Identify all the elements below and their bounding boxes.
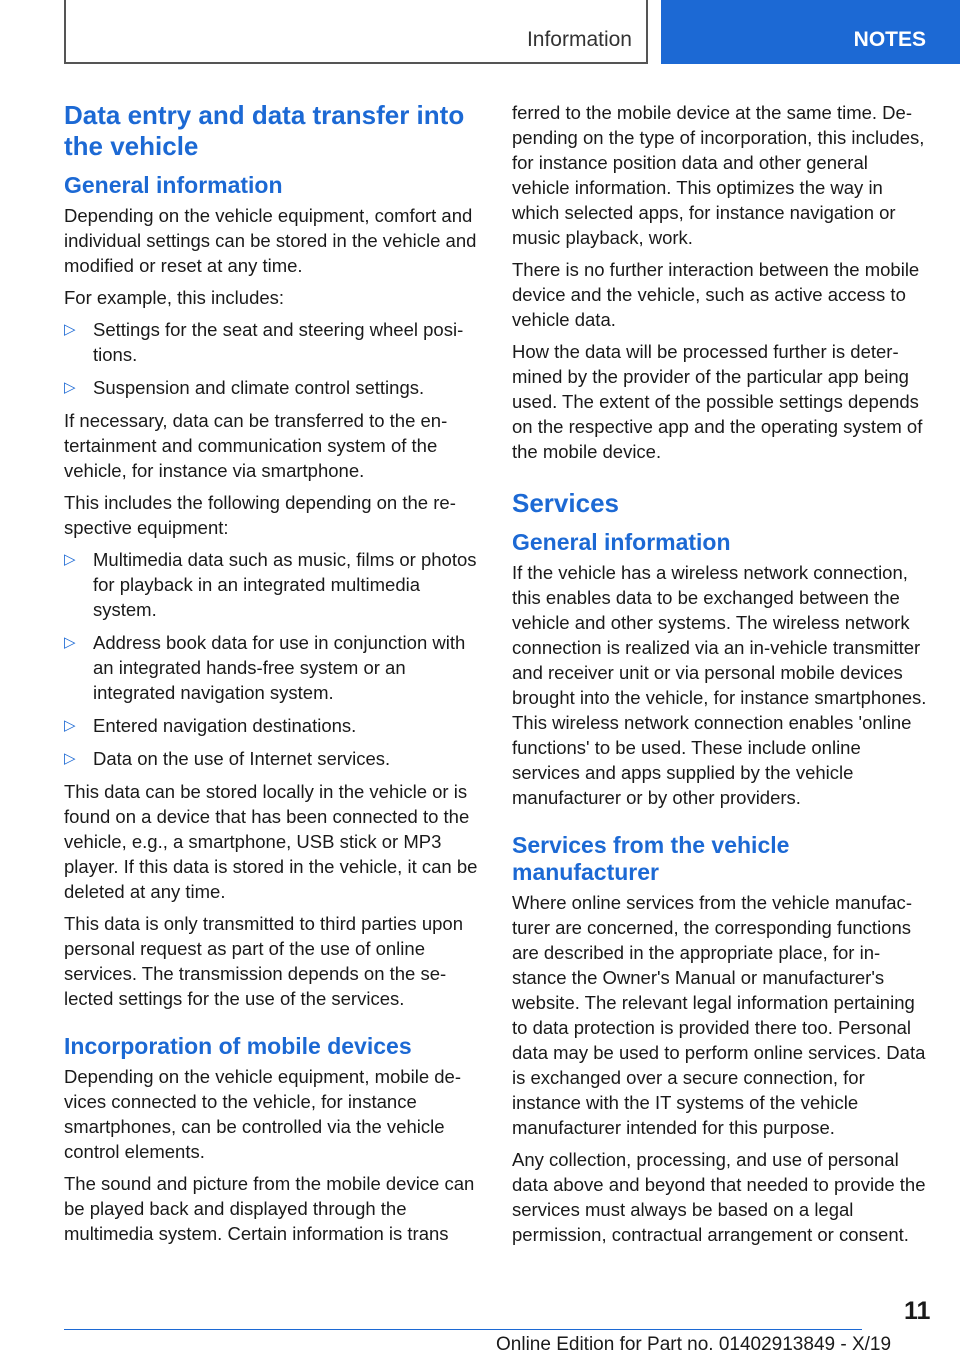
- paragraph: This data is only transmitted to third parties upon personal request as part of the use of online services. The transmission depends on the selected settings for the use of the services.: [64, 913, 463, 1009]
- list-item: [64, 630, 480, 705]
- right-column: [512, 100, 928, 1254]
- triangle-right-outline-icon: ▷: [64, 634, 76, 651]
- bullet-list: [64, 317, 480, 400]
- paragraph: Where online services from the vehicle manufacturer are concerned, the corresponding functions are described in the appropriate place, for instance the Owner's Manual or manufacturer's website. The relevant legal information pertaining to data protection is provided there too. Personal data may be used to perform online services. Data is exchanged over a secure connection, for instance with the IT systems of the vehicle manufacturer intended for this purpose.: [512, 892, 926, 1138]
- header-notes-tab[interactable]: NOTES: [661, 0, 960, 64]
- section-heading-general-information: General information: [512, 529, 731, 555]
- list-item-text: Multimedia data such as music, films or photos for playback in an integrated multimedia system.: [93, 549, 477, 620]
- list-item-text: Suspension and climate control settings.: [93, 377, 425, 398]
- list-item: [64, 317, 480, 367]
- paragraph: ferred to the mobile device at the same time. Depending on the type of incorporation, this includes, for instance position data and other general vehicle information. This optimizes the way in which selected apps, for instance navigation or music playback, work.: [512, 102, 925, 248]
- paragraph: For example, this includes:: [64, 287, 285, 308]
- triangle-right-outline-icon: ▷: [64, 551, 76, 568]
- paragraph: This data can be stored locally in the vehicle or is found on a device that has been connected to the vehicle, e.g., a smartphone, USB stick or MP3 player. If this data is stored in the vehicle, it can be deleted at any time.: [64, 781, 478, 902]
- list-item: [64, 713, 480, 738]
- page-number: 11: [904, 1297, 931, 1325]
- page-title: Data entry and data transfer into the vehicle: [64, 100, 465, 161]
- paragraph: The sound and picture from the mobile device can be played back and displayed through the multimedia system. Certain information is trans: [64, 1173, 475, 1244]
- section-heading-general-information: General information: [64, 172, 283, 198]
- list-item-text: Address book data for use in conjunction with an integrated hands-free system or an integrated navigation system.: [93, 632, 466, 703]
- header-section-box: [64, 0, 648, 64]
- list-item-text: Data on the use of Internet services.: [93, 748, 391, 769]
- paragraph: There is no further interaction between the mobile device and the vehicle, such as active access to vehicle data.: [512, 259, 920, 330]
- paragraph: Depending on the vehicle equipment, mobile devices connected to the vehicle, for instance smartphones, can be controlled via the vehicle control elements.: [64, 1066, 461, 1162]
- list-item-text: Entered navigation destinations.: [93, 715, 357, 736]
- paragraph: If necessary, data can be transferred to the entertainment and communication system of the vehicle, for instance via smartphone.: [64, 410, 448, 481]
- triangle-right-outline-icon: ▷: [64, 379, 76, 396]
- list-item: [64, 375, 480, 400]
- paragraph: How the data will be processed further is determined by the provider of the particular app being used. The extent of the possible settings depends on the respective app and the operating system of the mobile device.: [512, 341, 923, 462]
- list-item: [64, 547, 480, 622]
- section-title-services: Services: [512, 488, 619, 518]
- triangle-right-outline-icon: ▷: [64, 717, 76, 734]
- footer-divider: [64, 1329, 862, 1330]
- left-column: [64, 100, 480, 1253]
- footer-edition-text: Online Edition for Part no. 01402913849 - X/19: [496, 1334, 892, 1355]
- paragraph: Any collection, processing, and use of personal data above and beyond that needed to provide the services must always be based on a legal permission, contractual arrangement or consent.: [512, 1149, 926, 1245]
- paragraph: Depending on the vehicle equipment, comfort and individual settings can be stored in the vehicle and modified or reset at any time.: [64, 205, 477, 276]
- list-item: [64, 746, 480, 771]
- paragraph: This includes the following depending on the respective equipment:: [64, 492, 456, 538]
- header-section-title: Information: [526, 28, 632, 51]
- triangle-right-outline-icon: ▷: [64, 321, 76, 338]
- triangle-right-outline-icon: ▷: [64, 750, 76, 767]
- section-heading-vehicle-manufacturer: Services from the vehicle manufacturer: [512, 832, 790, 885]
- section-heading-mobile-devices: Incorporation of mobile devices: [64, 1033, 412, 1059]
- bullet-list: [64, 547, 480, 771]
- paragraph: If the vehicle has a wireless network connection, this enables data to be exchanged between the vehicle and other systems. The wireless network connection is realized via an in-vehicle transmitter and receiver unit or via personal mobile devices brought into the vehicle, for instance smartphones. This wireless network connection enables 'online functions' to be used. These include online services and apps supplied by the vehicle manufacturer or by other providers.: [512, 562, 927, 808]
- list-item-text: Settings for the seat and steering wheel positions.: [93, 319, 464, 365]
